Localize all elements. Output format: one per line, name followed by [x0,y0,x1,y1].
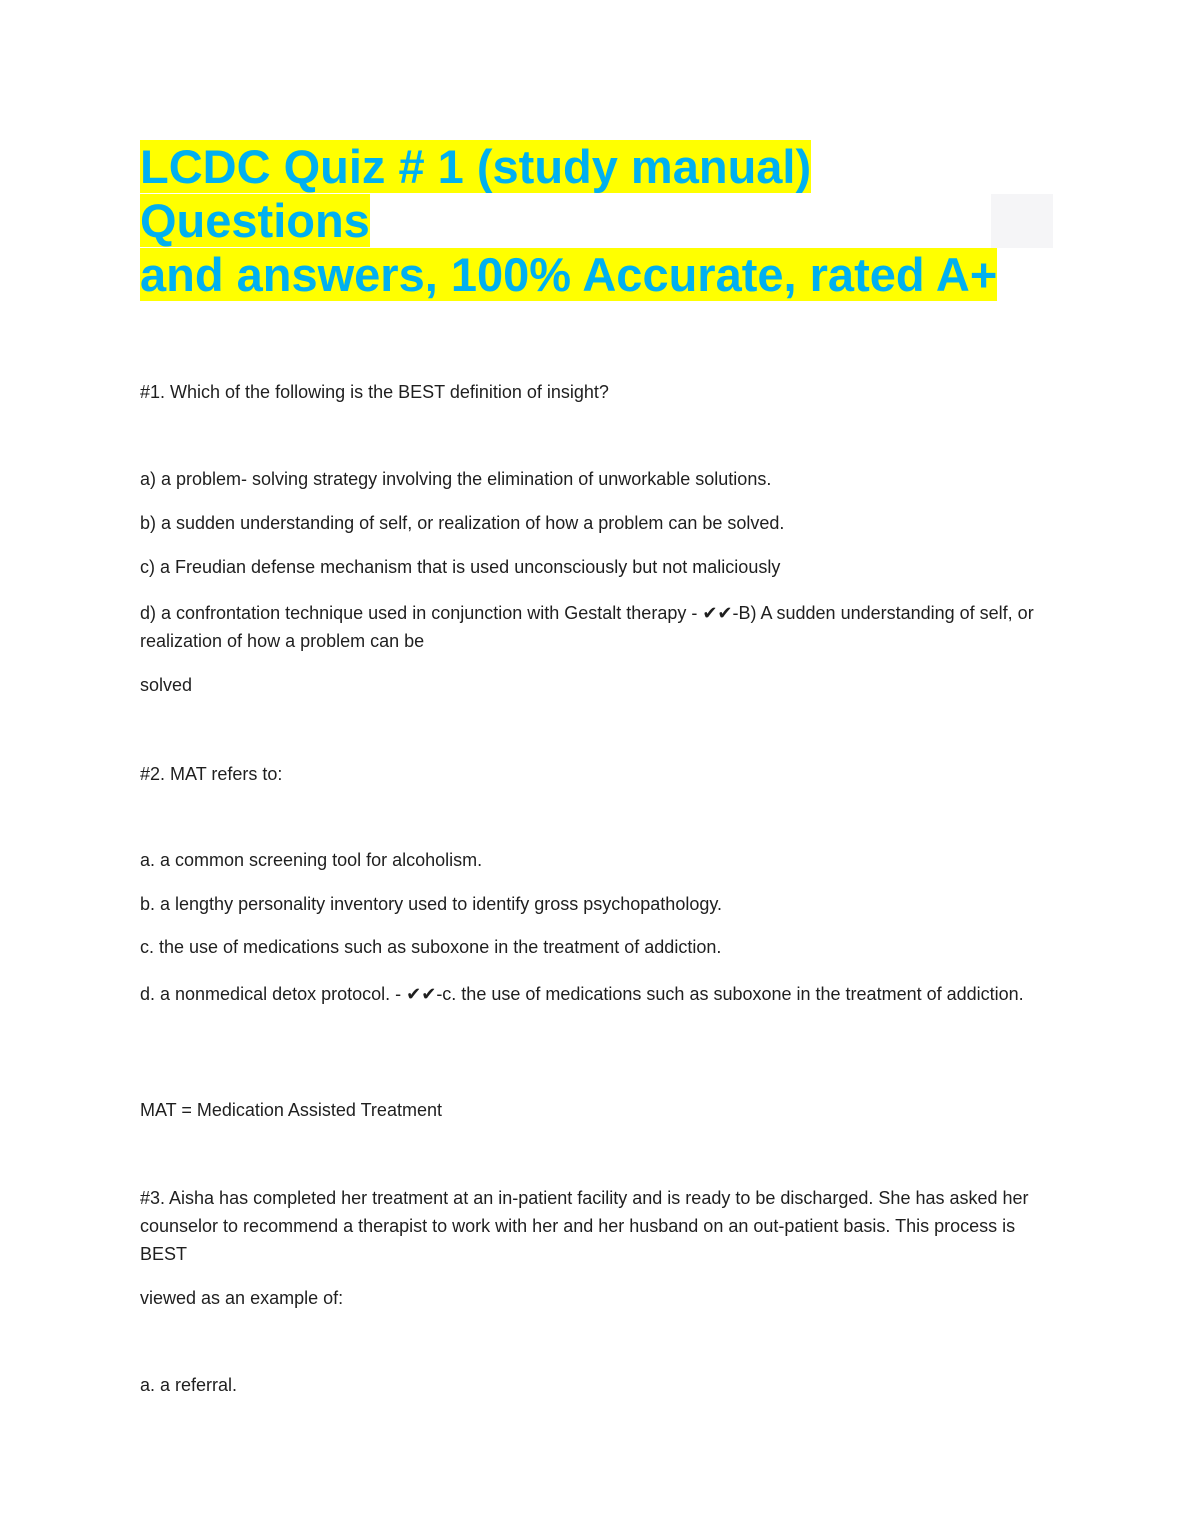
q1-question: #1. Which of the following is the BEST definition of insight? [140,382,609,402]
q2-option-c: c. the use of medications such as suboxone in the treatment of addiction. [140,937,722,957]
q1-option-d-answer: d) a confrontation technique used in conjunction with Gestalt therapy - ✔✔-B) A sudden understanding of self, or realization of how a problem can be [140,603,1034,651]
q2-note: MAT = Medication Assisted Treatment [140,1100,442,1120]
q1-option-b: b) a sudden understanding of self, or realization of how a problem can be solved. [140,513,785,533]
title-line-1: LCDC Quiz # 1 (study manual) Questions [140,140,812,247]
q3-option-a: a. a referral. [140,1375,238,1395]
document-title [140,140,1053,302]
q2-option-b: b. a lengthy personality inventory used to identify gross psychopathology. [140,894,723,914]
q2-option-d-answer: d. a nonmedical detox protocol. - ✔✔-c. the use of medications such as suboxone in the treatment of addiction. [140,984,1024,1004]
q1-option-a: a) a problem- solving strategy involving the elimination of unworkable solutions. [140,469,772,489]
q2-question: #2. MAT refers to: [140,764,283,784]
q1-answer-continuation: solved [140,675,193,695]
document-title-block [140,140,1053,302]
q2-option-a: a. a common screening tool for alcoholism. [140,850,483,870]
title-line-2: and answers, 100% Accurate, rated A+ [140,248,998,301]
q3-question-continuation: viewed as an example of: [140,1288,344,1308]
q3-question: #3. Aisha has completed her treatment at an in-patient facility and is ready to be discharged. She has asked her counselor to recommend a therapist to work with her and her husband on an out-patient basis. This process is BEST [140,1188,1029,1264]
q1-option-c: c) a Freudian defense mechanism that is used unconsciously but not maliciously [140,557,781,577]
